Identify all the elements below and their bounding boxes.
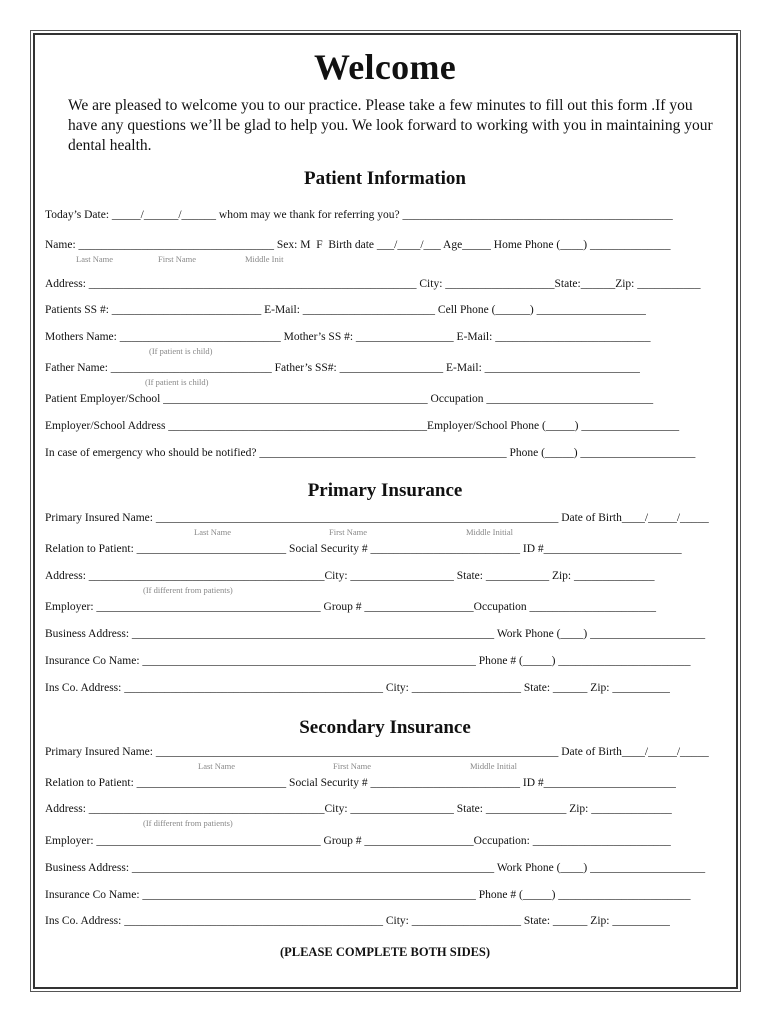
primary-ins-co-address-field[interactable]: Ins Co. Address: _____________________________________________ City: ___________________ State: ______ Zip: __________ [45,682,670,694]
secondary-business-address-field[interactable]: Business Address: _______________________________________________________________ Work Phone (____) ____________________ [45,862,706,874]
primary-insurance-heading: Primary Insurance [307,480,463,501]
primary-insurance-co-field[interactable]: Insurance Co Name: __________________________________________________________ Phone # (_____) _______________________ [45,655,691,667]
secondary-middle-initial-caption: Middle Initial [470,761,517,771]
patient-name-field[interactable]: Name: __________________________________ Sex: M F Birth date ___/____/___ Age_____ Home Phone (____) ______________ [45,239,671,251]
primary-relation-field[interactable]: Relation to Patient: __________________________ Social Security # __________________________ ID #________________________ [45,543,682,555]
patient-ss-field[interactable]: Patients SS #: __________________________ E-Mail: _______________________ Cell Phone (______) ___________________ [45,304,646,316]
primary-employer-field[interactable]: Employer: _______________________________________ Group # ___________________Occupation ______________________ [45,601,657,613]
primary-middle-initial-caption: Middle Initial [466,527,513,537]
secondary-address-field[interactable]: Address: _________________________________________City: __________________ State: ______________ Zip: ______________ [45,803,672,815]
page-title: Welcome [313,47,457,87]
father-caption: (If patient is child) [145,377,209,387]
secondary-insurance-heading: Secondary Insurance [299,717,471,738]
last-name-caption: Last Name [76,254,114,264]
primary-address-field[interactable]: Address: _________________________________________City: __________________ State: ___________ Zip: ______________ [45,570,655,582]
secondary-last-name-caption: Last Name [198,761,236,771]
mothers-name-field[interactable]: Mothers Name: ____________________________ Mother’s SS #: _________________ E-Mail: ___________________________ [45,331,651,343]
patient-information-heading: Patient Information [303,168,466,189]
primary-address-caption: (If different from patients) [143,585,233,595]
father-name-field[interactable]: Father Name: ____________________________ Father’s SS#: __________________ E-Mail: ___________________________ [45,362,640,374]
patient-employer-field[interactable]: Patient Employer/School ______________________________________________ Occupation _____________________________ [45,393,654,405]
primary-last-name-caption: Last Name [194,527,232,537]
complete-both-sides-note: (PLEASE COMPLETE BOTH SIDES) [279,945,491,959]
primary-business-address-field[interactable]: Business Address: _______________________________________________________________ Work Phone (____) ____________________ [45,628,706,640]
patient-address-field[interactable]: Address: _________________________________________________________ City: ___________________State:______Zip: ___________ [45,278,701,290]
employer-address-field[interactable]: Employer/School Address _____________________________________________Employer/School Phone (_____) _________________ [45,420,680,432]
first-name-caption: First Name [158,254,197,264]
secondary-insured-name-field[interactable]: Primary Insured Name: ______________________________________________________________________ Date of Birth____/_____/_____ [45,746,709,758]
secondary-insurance-co-field[interactable]: Insurance Co Name: __________________________________________________________ Phone # (_____) _______________________ [45,889,691,901]
middle-init-caption: Middle Init [245,254,284,264]
mothers-caption: (If patient is child) [149,346,213,356]
todays-date-field[interactable]: Today’s Date: _____/______/______ whom may we thank for referring you? _______________________________________________ [45,209,673,221]
intro-paragraph: We are pleased to welcome you to our practice. Please take a few minutes to fill out this form .If you have any questions we’ll be glad to help you. We look forward to working with you in maintaining your dental health. [68,97,713,154]
secondary-ins-co-address-field[interactable]: Ins Co. Address: _____________________________________________ City: ___________________ State: ______ Zip: __________ [45,915,670,927]
primary-insured-name-field[interactable]: Primary Insured Name: ______________________________________________________________________ Date of Birth____/_____/_____ [45,512,709,524]
secondary-employer-field[interactable]: Employer: _______________________________________ Group # ___________________Occupation: ________________________ [45,835,671,847]
secondary-first-name-caption: First Name [333,761,372,771]
secondary-relation-field[interactable]: Relation to Patient: __________________________ Social Security # __________________________ ID #_______________________ [45,777,676,789]
emergency-contact-field[interactable]: In case of emergency who should be notified? ___________________________________________ Phone (_____) ____________________ [45,447,696,459]
secondary-address-caption: (If different from patients) [143,818,233,828]
primary-first-name-caption: First Name [329,527,368,537]
